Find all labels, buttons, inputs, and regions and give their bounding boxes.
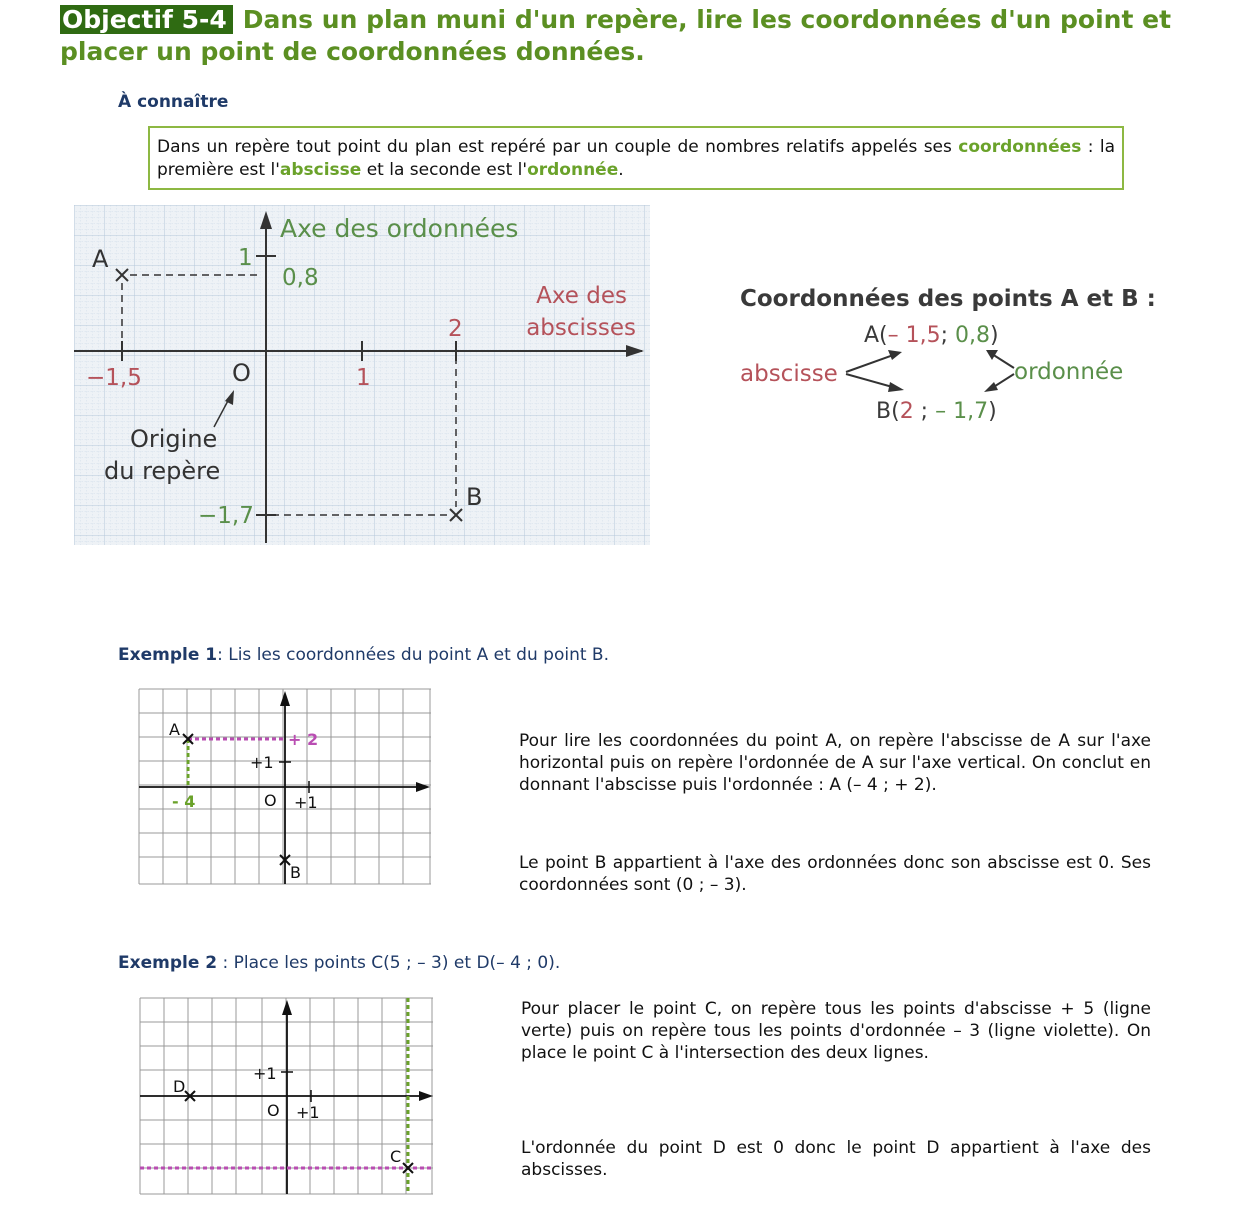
- coord-b-suffix: ): [988, 399, 997, 424]
- origin-label-1: Origine: [130, 425, 218, 453]
- label-a: A: [92, 245, 109, 273]
- ex1-y-arrow-icon: [280, 691, 290, 706]
- term-ordonnee: ordonnée: [527, 160, 619, 180]
- coord-a-y: 0,8: [955, 323, 991, 348]
- example-1-heading: [118, 645, 609, 665]
- ordonnee-arrow-down-icon: [984, 374, 1014, 392]
- tick-label-08: 0,8: [282, 265, 319, 291]
- abscisse-arrow-down-icon: [846, 374, 904, 392]
- term-abscisse: abscisse: [279, 160, 362, 180]
- ex2-label-d: D: [173, 1077, 186, 1096]
- example-2-label: Exemple 2: [118, 953, 218, 973]
- origin-label-2: du repère: [104, 457, 221, 485]
- def-text-1: Dans un repère tout point du plan est repéré par un couple de nombres relatifs appelés ses: [157, 137, 959, 157]
- ordonnee-label: ordonnée: [1014, 359, 1124, 385]
- objective-badge: Objectif 5-4: [60, 5, 233, 34]
- term-coordonnees: coordonnées: [958, 137, 1082, 157]
- x-axis-title-1: Axe des: [536, 283, 627, 309]
- ex2-label-o: O: [267, 1101, 280, 1120]
- abscisse-label: abscisse: [740, 361, 838, 387]
- coord-b-prefix: B(: [876, 399, 900, 424]
- know-heading: À connaître: [118, 92, 229, 112]
- example-1-grid: [138, 688, 432, 886]
- ex1-label-a: A: [169, 720, 180, 739]
- tick-label-x1: 1: [356, 365, 371, 391]
- x-axis-title-2: abscisses: [526, 315, 636, 341]
- ex2-label-plus1-x: +1: [296, 1103, 320, 1122]
- example-2-grid: [139, 997, 435, 1196]
- ex1-label-b: B: [290, 863, 301, 882]
- label-b: B: [466, 483, 483, 511]
- tick-label-x2: 2: [448, 316, 463, 342]
- label-o: O: [232, 359, 251, 387]
- tick-label-m17: −1,7: [198, 503, 254, 529]
- example-2-text: : Place les points C(5 ; – 3) et D(– 4 ; 0).: [217, 953, 561, 973]
- ordonnee-arrow-up-icon: [986, 350, 1014, 368]
- ex2-label-c: C: [390, 1147, 402, 1166]
- def-text-2: : la première est l': [157, 137, 1115, 180]
- ex1-label-plus1-y: +1: [250, 753, 274, 772]
- ex1-x-arrow-icon: [416, 782, 430, 792]
- y-axis-title: Axe des ordonnées: [280, 214, 519, 243]
- example-2-explanation-1: Pour placer le point C, on repère tous les points d'abscisse + 5 (ligne verte) puis on repère tous les points d'ordonnée – 3 (ligne violette). On place le point C à l'intersection des deux lignes.: [521, 999, 1151, 1063]
- example-2-heading: [118, 953, 560, 973]
- ex1-label-minus4: - 4: [172, 792, 196, 811]
- ex2-label-plus1-y: +1: [253, 1064, 277, 1083]
- objective-text: Dans un plan muni d'un repère, lire les coordonnées d'un point et placer un point de coordonnées données.: [60, 5, 1172, 66]
- coord-b-x: 2: [899, 399, 914, 424]
- coord-a-suffix: ): [990, 323, 999, 348]
- coord-a: [864, 323, 999, 348]
- coord-b: [876, 399, 997, 424]
- coord-b-y: – 1,7: [935, 399, 989, 424]
- ex1-label-plus1-x: +1: [294, 793, 318, 812]
- coord-b-sep: ;: [913, 399, 936, 424]
- coord-a-prefix: A(: [864, 323, 888, 348]
- coordinates-diagram: [736, 280, 1156, 430]
- def-text-4: .: [618, 160, 624, 180]
- abscisse-arrow-up-icon: [846, 350, 902, 372]
- example-1-text: : Lis les coordonnées du point A et du point B.: [217, 645, 609, 665]
- example-1-explanation-1: Pour lire les coordonnées du point A, on repère l'abscisse de A sur l'axe horizontal puis on repère l'ordonnée de A sur l'axe vertical. On conclut en donnant l'abscisse puis l'ordonnée : A (– 4 ; + 2).: [519, 731, 1151, 795]
- example-1-label: Exemple 1: [118, 645, 218, 665]
- tick-label-m15: −1,5: [86, 365, 142, 391]
- coord-a-sep: ;: [940, 323, 956, 348]
- coordinates-title: Coordonnées des points A et B :: [740, 286, 1156, 312]
- example-1-explanation-2: Le point B appartient à l'axe des ordonnées donc son abscisse est 0. Ses coordonnées sont (0 ; – 3).: [519, 853, 1151, 895]
- tick-label-y1: 1: [238, 245, 253, 271]
- ex2-y-arrow-icon: [282, 1000, 292, 1015]
- coordinate-figure: [74, 205, 650, 545]
- def-text-3: et la seconde est l': [361, 160, 528, 180]
- example-2-explanation-2: L'ordonnée du point D est 0 donc le point D appartient à l'axe des abscisses.: [521, 1138, 1151, 1180]
- ex1-label-o: O: [264, 791, 277, 810]
- ex1-label-plus2: + 2: [288, 730, 319, 749]
- ex2-x-arrow-icon: [419, 1091, 433, 1101]
- coord-a-x: – 1,5: [887, 323, 941, 348]
- definition-box: [148, 126, 1124, 190]
- page-title: [60, 4, 1180, 68]
